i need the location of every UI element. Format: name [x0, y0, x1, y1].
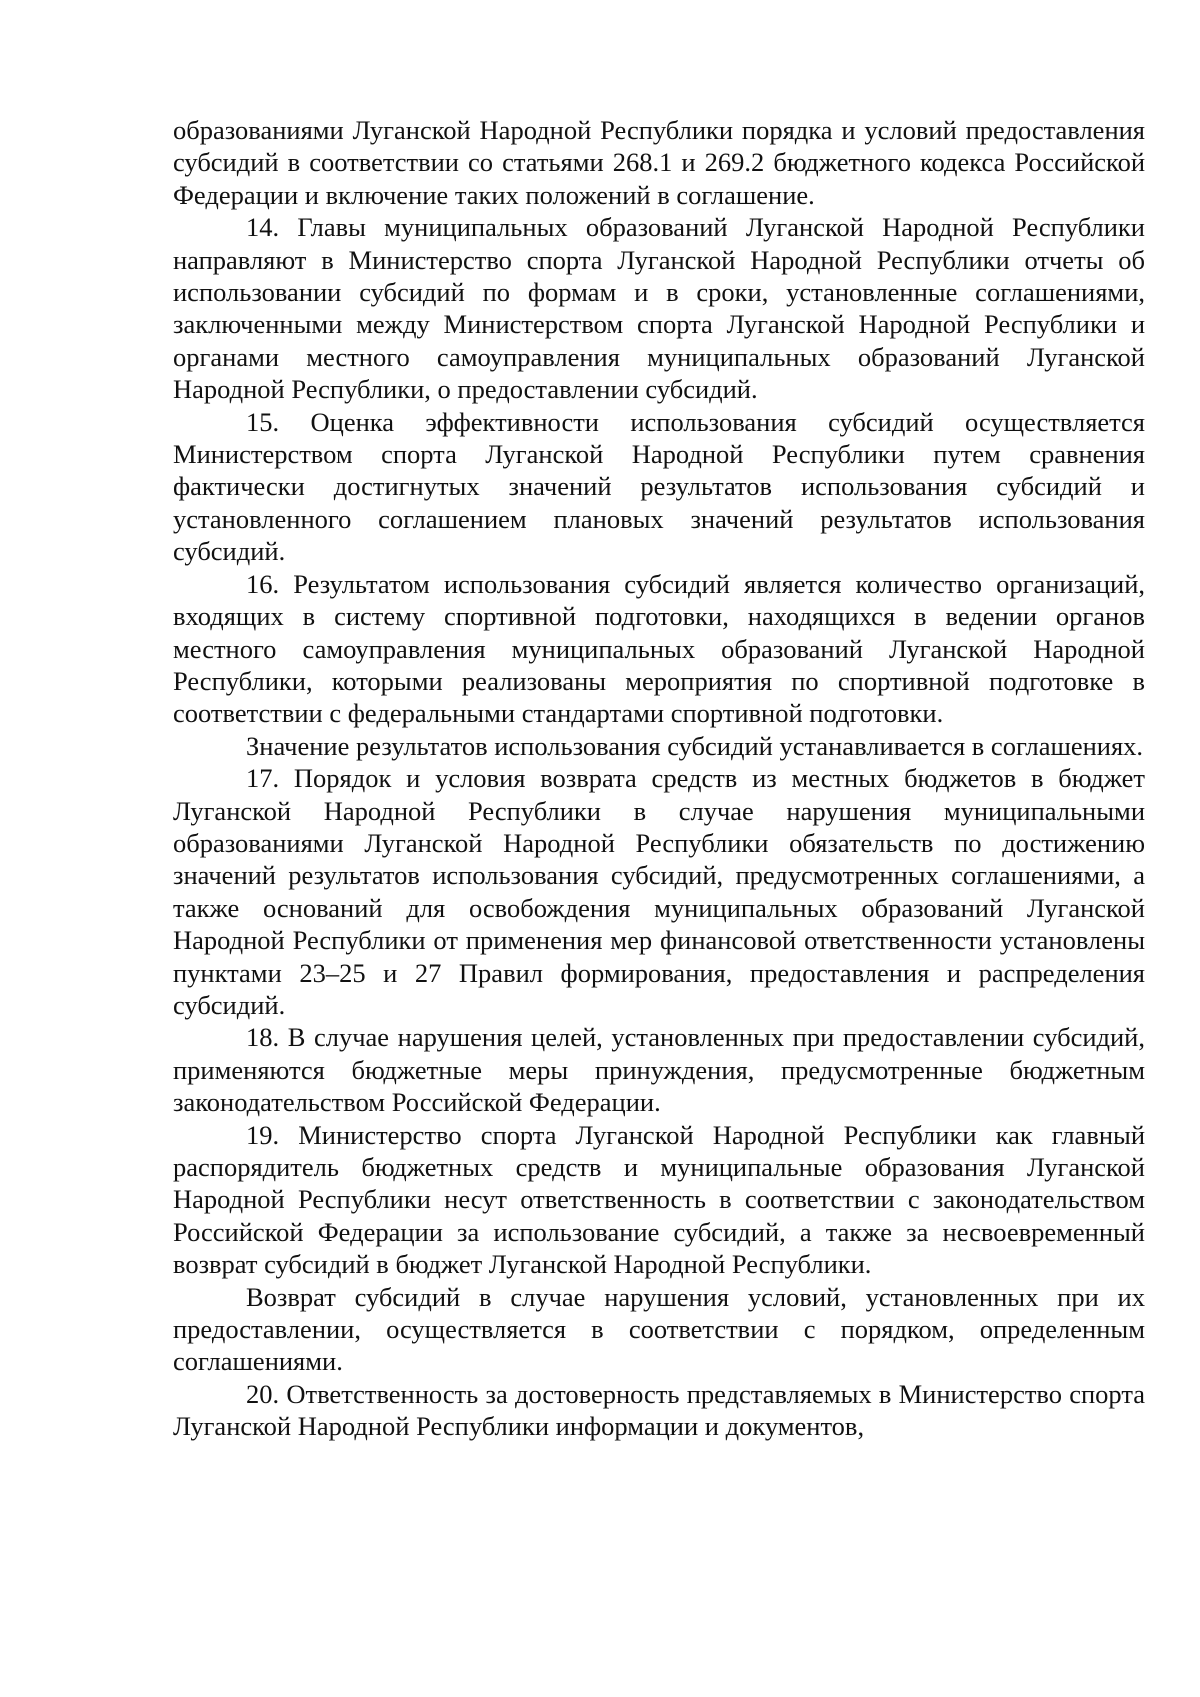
- paragraph-19: 19. Министерство спорта Луганской Народной Республики как главный распорядитель бюджетных средств и муниципальные образования Луганской Народной Республики несут ответственность в соответствии с законодательством Российской Федерации за использование субсидий, а также за несвоевременный возврат субсидий в бюджет Луганской Народной Республики.: [173, 1119, 1145, 1280]
- document-body: [173, 114, 1145, 1443]
- paragraph-18: 18. В случае нарушения целей, установленных при предоставлении субсидий, применяются бюджетные меры принуждения, предусмотренные бюджетным законодательством Российской Федерации.: [173, 1022, 1145, 1118]
- paragraph-16-note: Значение результатов использования субсидий устанавливается в соглашениях.: [246, 730, 1144, 761]
- paragraph-16: 16. Результатом использования субсидий является количество организаций, входящих в систему спортивной подготовки, находящихся в ведении органов местного самоуправления муниципальных образований Луганской Народной Республики, которыми реализованы мероприятия по спортивной подготовке в соответствии с федеральными стандартами спортивной подготовки.: [173, 568, 1145, 729]
- paragraph-14: 14. Главы муниципальных образований Луганской Народной Республики направляют в Министерство спорта Луганской Народной Республики отчеты об использовании субсидий по формам и в сроки, установленные соглашениями, заключенными между Министерством спорта Луганской Народной Республики и органами местного самоуправления муниципальных образований Луганской Народной Республики, о предоставлении субсидий.: [173, 212, 1145, 405]
- paragraph-17: 17. Порядок и условия возврата средств из местных бюджетов в бюджет Луганской Народной Республики в случае нарушения муниципальными образованиями Луганской Народной Республики обязательств по достижению значений результатов использования субсидий, предусмотренных соглашениями, а также оснований для освобождения муниципальных образований Луганской Народной Республики от применения мер финансовой ответственности установлены пунктами 23–25 и 27 Правил формирования, предоставления и распределения субсидий.: [173, 763, 1145, 1020]
- paragraph-20: 20. Ответственность за достоверность представляемых в Министерство спорта Луганской Народной Республики информации и документов,: [173, 1378, 1145, 1442]
- paragraph-19-note: Возврат субсидий в случае нарушения условий, установленных при их предоставлении, осуществляется в соответствии с порядком, определенным соглашениями.: [173, 1281, 1145, 1377]
- paragraph-15: 15. Оценка эффективности использования субсидий осуществляется Министерством спорта Луганской Народной Республики путем сравнения фактически достигнутых значений результатов использования субсидий и установленного соглашением плановых значений результатов использования субсидий.: [173, 406, 1145, 567]
- paragraph-continuation: образованиями Луганской Народной Республики порядка и условий предоставления субсидий в соответствии со статьями 268.1 и 269.2 бюджетного кодекса Российской Федерации и включение таких положений в соглашение.: [173, 115, 1145, 210]
